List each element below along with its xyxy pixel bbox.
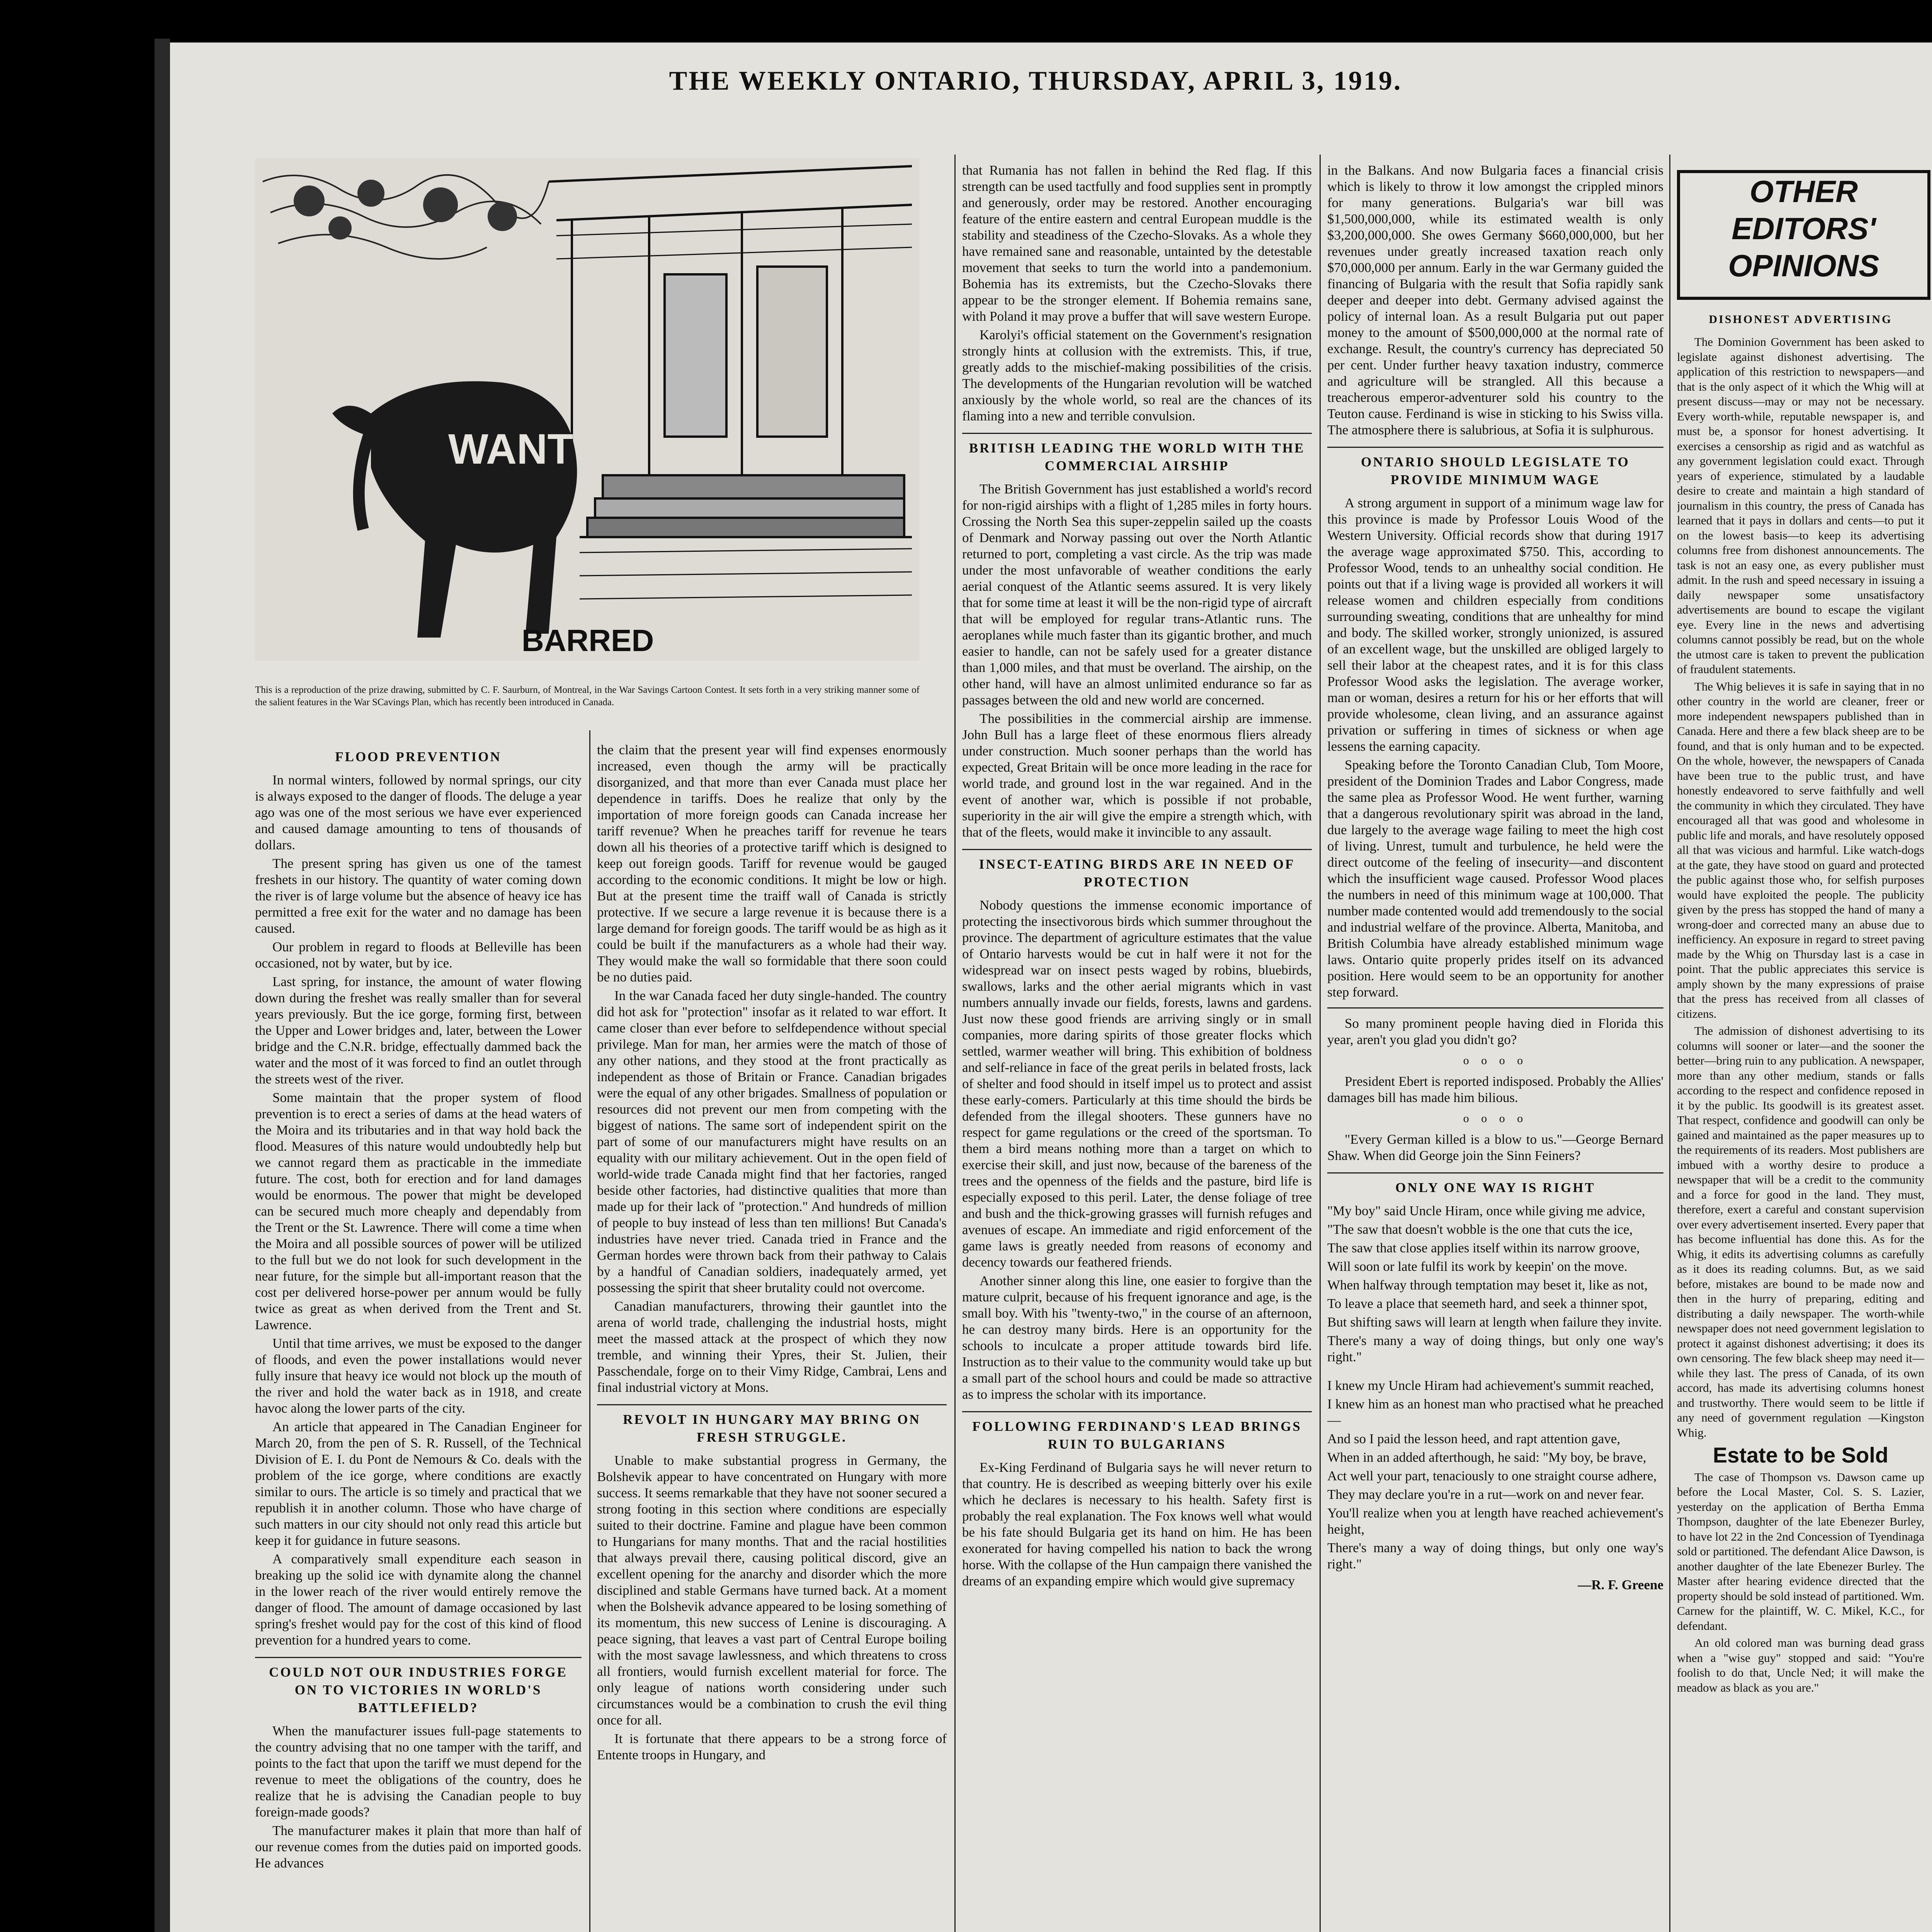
want-label: WANT — [448, 425, 573, 473]
headline-one-way: ONLY ONE WAY IS RIGHT — [1327, 1172, 1663, 1197]
paragraph: In normal winters, followed by normal springs, our city is always exposed to the danger of floods. The deluge a year ago was one of the most serious we have ever experienced and caused damage amounting to tens of thousands of dollars. — [255, 772, 582, 852]
cartoon-illustration — [255, 158, 920, 661]
paragraph: Until that time arrives, we must be exposed to the danger of floods, and even the power installations would never fully insure that heavy ice would not block up the mouth of the river and hold the water back as in 1918, and create havoc along the lower parts of the city. — [255, 1336, 582, 1416]
column-1 — [255, 734, 582, 1932]
column-rule — [954, 155, 956, 1932]
paragraph: The possibilities in the commercial airship are immense. John Bull has a large fleet of these enormous fliers already under construction. Much sooner perhaps than the world has expected, Great Britain will be once more leading in the race for world trade, and ground lost in the war regained. And in the event of another war, which is possible if not probable, superiority in the air will give the empire a strength which, with that of the fleets, would make it invincible to any assault. — [962, 711, 1312, 840]
cartoon-title: BARRED — [522, 623, 654, 658]
column-rule — [589, 730, 590, 1932]
paragraph: The British Government has just established a world's record for non-rigid airships with a flight of 1,285 miles in forty hours. Crossing the North Sea this super-zeppelin sailed up the coasts of Denmark and Norway passing out over the North Atlantic returned to port, completing a vast circle. As the trip was made under the most unfavorable of weather conditions the early aerial conquest of the Atlantic seems assured. It is very likely that for some time at least it will be the non-rigid type of aircraft that will be employed for regular trans-Atlantic runs. The aeroplanes while much faster than its gigantic brother, and much easier to handle, can not be safely used for a greater distance than 1,000 miles, and that must be overland. The airship, on the other hand, will have an almost unlimited endurance so far as passages between the old and new world are concerned. — [962, 481, 1312, 707]
headline-industries: COULD NOT OUR INDUSTRIES FORGE ON TO VICTORIES IN WORLD'S BATTLEFIELD? — [255, 1657, 582, 1717]
poem-line: There's many a way of doing things, but only one way's right." — [1327, 1540, 1663, 1571]
paragraph: in the Balkans. And now Bulgaria faces a financial crisis which is likely to throw it low amongst the crippled minors for many generations. Bulgaria's war bill was $1,500,000,000, while its estimated wealth is only $3,200,000,000. She owes Germany $660,000,000, but her revenues under greatly increased taxation reach only $70,000,000 per annum. Early in the war Germany guided the financing of Bulgaria with the result that Sofia rapidly sank deeper and deeper into debt. Germany advised against the policy of internal loan. As a result Bulgaria put out paper money to the amount of $500,000,000 at the normal rate of exchange. Result, the country's currency has depreciated 50 per cent. Under further heavy taxation industry, commerce and agriculture will be strangled. All this because a treacherous emperor-adventurer sold his country to the Teuton cause. Ferdinand is wise in sticking to his Swiss villa. The atmosphere there is salubrious, at Sofia it is sulphurous. — [1327, 163, 1663, 437]
paragraph: In the war Canada faced her duty single-handed. The country did hot ask for "protection" insofar as it related to war effort. It came closer than ever before to selfdependence without special privilege. Man for man, her armies were the match of those of any other nations, and they stood at the front practically as independent as those of Britain or France. Canadian brigades were the equal of any other brigades. Smallness of population or resources did not prevent our men from competing with the biggest of nations. The same sort of independent spirit on the part of some of our manufacturers might have results on an equality with our military achievement. Out in the open field of world-wide trade Canada might find that her factories, ranged beside other factories, had distinctive qualities that more than made up for their lack of "protection." And hundreds of million of people to buy instead of less than ten millions! But Canada's industries have never tried. Canada tried in France and the German hordes were thrown back from their pathway to Calais by a handful of Canadian soldiers, inadequately armed, yet possessing the spirit that sheer brutality could not overcome. — [597, 988, 947, 1295]
paragraph: Karolyi's official statement on the Government's resignation strongly hints at collusion with the extremists. This, if true, greatly adds to the mischief-making possibilities of the crisis. The developments of the Hungarian revolution will be watched anxiously by the whole world, so real are the chances of its flaming into a new and terrible convulsion. — [962, 327, 1312, 423]
paragraph: the claim that the present year will find expenses enormously increased, even though the army will be practically disorganized, and that more than ever Canada must place her dependence in tariffs. Does he realize that only by the importation of more foreign goods can Canada increase her tariff revenue? When he preaches tariff for revenue he tears down all his theories of a protective tariff which is designed to keep out foreign goods. Tariff for revenue would be gauged according to the economic conditions. It might be low or high. But at the present time the traiff wall of Canada is strictly protective. If we secure a large revenue it is because there is a large demand for foreign goods. The tariff would be as high as it could be built if the manufacturers as a whole had their way. They would make the wall so formidable that there soon could be no duties paid. — [597, 742, 947, 985]
poem-line: There's many a way of doing things, but only one way's right." — [1327, 1333, 1663, 1364]
other-editors-opinions-box — [1677, 170, 1930, 300]
paragraph: Our problem in regard to floods at Belleville has been occasioned, not by water, but by ice. — [255, 939, 582, 971]
poem-line: But shifting saws will learn at length when failure they invite. — [1327, 1315, 1662, 1330]
paragraph: An old colored man was burning dead grass when a "wise guy" stopped and said: "You're foolish to do that, Uncle Ned; it will make the meadow as black as you are." — [1677, 1636, 1924, 1694]
poem-line: "The saw that doesn't wobble is the one that cuts the ice, — [1327, 1222, 1633, 1237]
box-line: OPINIONS — [1728, 248, 1879, 283]
poem-line: Act well your part, tenaciously to one straight course adhere, — [1327, 1468, 1657, 1483]
column-4 — [1327, 162, 1663, 1932]
separator-dots: o o o o — [1463, 1054, 1528, 1067]
paragraph: President Ebert is reported indisposed. Probably the Allies' damages bill has made him bilious. — [1327, 1074, 1663, 1105]
paragraph: A comparatively small expenditure each season in breaking up the solid ice with dynamite along the channel in the lower reach of the river would entirely remove the danger of flood. The amount of damage occasioned by last spring's freshet would pay for the cost of this kind of flood prevention for a hundred years to come. — [255, 1551, 582, 1648]
separator-dots: o o o o — [1463, 1112, 1528, 1125]
column-5 — [1677, 305, 1924, 1932]
headline-dishonest-advertising: DISHONEST ADVERTISING — [1709, 313, 1893, 326]
box-line: EDITORS' — [1731, 211, 1876, 246]
poem-line: "My boy" said Uncle Hiram, once while giving me advice, — [1327, 1203, 1645, 1218]
paragraph: Last spring, for instance, the amount of water flowing down during the freshet was really smaller than for several years previously. But the ice gorge, forming first, between the Upper and Lower bridges and, later, between the Lower bridge and the C.N.R. bridge, effectually dammed back the water and the most of it was forced to find an outlet through the streets west of the river. — [255, 974, 582, 1087]
paragraph: The present spring has given us one of the tamest freshets in our history. The quantity of water coming down the river is of large volume but the absence of heavy ice has permitted a free exit for the water and no damage has been caused. — [255, 856, 582, 936]
poem-line: I knew my Uncle Hiram had achievement's summit reached, — [1327, 1378, 1654, 1393]
paragraph: Another sinner along this line, one easier to forgive than the mature culprit, because of his frequent ignorance and age, is the small boy. With his "twenty-two," in the course of an afternoon, he can destroy many birds. Here is an opportunity for the schools to inculcate a proper attitude towards bird life. Instruction as to their value to the community would take up but a small part of the school hours and could be made so attractive as to impress the scholar with its importance. — [962, 1273, 1312, 1402]
paragraph: Unable to make substantial progress in Germany, the Bolshevik appear to have concentrated on Hungary with more success. It seems remarkable that they have not sooner secured a strong footing in this section where conditions are especially suited to their doctrine. Famine and plague have been common to Hungarians for many months. That and the racial hostilities that always prevail there, causing political discord, give an excellent opening for the anarchy and disorder which the more disciplined and stable Germans have turned back. At a moment when the Bolshevik advance appeared to be losing something of its momentum, this new success of Lenine is discouraging. A peace signing, that leaves a vast part of Central Europe boiling with the most savage lawlessness, and which threatens to cross all frontiers, would furnish excellent material for force. The only league of nations worth considering under such circumstances would be a combination to crush the evil thing once for all. — [597, 1453, 947, 1728]
poem-line: To leave a place that seemeth hard, and seek a thinner spot, — [1327, 1296, 1648, 1311]
poem-line: They may declare you're in a rut—work on and never fear. — [1327, 1487, 1644, 1502]
headline-ferdinand: FOLLOWING FERDINAND'S LEAD BRINGS RUIN TO BULGARIANS — [962, 1411, 1312, 1453]
poem-line: When in an added afterthough, he said: "My boy, be brave, — [1327, 1450, 1646, 1465]
paragraph: Ex-King Ferdinand of Bulgaria says he will never return to that country. He is described as weeping bitterly over his exile which he declares is necessary to his health. Safety first is probably the real explanation. The Fox knows well what would be his fate should Bulgaria get its hand on him. He has been exonerated for having compelled his nation to back the wrong horse. With the collapse of the Hun campaign there vanished the dreams of an expanding empire which would give supremacy — [962, 1460, 1312, 1588]
poem-line: I knew him as an honest man who practised what he preached— — [1327, 1396, 1663, 1428]
poem-signature: —R. F. Greene — [1578, 1577, 1663, 1592]
paragraph: Speaking before the Toronto Canadian Club, Tom Moore, president of the Dominion Trades and Labor Congress, made the same plea as Professor Wood. He went further, warning that a dangerous revolutionary spirit was abroad in the land, due largely to the average wage failing to meet the high cost of living. Unrest, tumult and turbulence, he held were the direct outcome of the feeling of insecurity—and discontent which the insufficient wage caused. Professor Wood places the numbers in need of this minimum wage at 100,000. That number made contented would add tremendously to the social and industrial welfare of the province. Alberta, Manitoba, and British Columbia have already established minimum wage laws. Ontario quite properly prides itself on its advanced position. Here would seem to be an opportunity for another step forward. — [1327, 757, 1663, 1000]
headline-airship: BRITISH LEADING THE WORLD WITH THE COMMERCIAL AIRSHIP — [962, 433, 1312, 475]
paragraph: "Every German killed is a blow to us."—George Bernard Shaw. When did George join the Sinn Feiners? — [1327, 1132, 1663, 1163]
headline-minimum-wage: ONTARIO SHOULD LEGISLATE TO PROVIDE MINIMUM WAGE — [1327, 447, 1663, 489]
paragraph: When the manufacturer issues full-page statements to the country advising that no one tamper with the tariff, and points to the fact that upon the tariff we must depend for the revenue to meet the obligations of the country, does he realize that he is advising the Canadian people to buy foreign-made goods? — [255, 1723, 582, 1820]
paragraph: The manufacturer makes it plain that more than half of our revenue comes from the duties paid on imported goods. He advances — [255, 1823, 582, 1871]
poem — [1327, 1203, 1663, 1572]
headline-flood-prevention: FLOOD PREVENTION — [335, 749, 502, 764]
poem-line: And so I paid the lesson heed, and rapt attention gave, — [1327, 1431, 1621, 1446]
paragraph: The Dominion Government has been asked to legislate against dishonest advertising. The application of this restriction to newspapers—and that is the only aspect of it which the Whig will at present discuss—may or may not be necessary. Every worth-while, reputable newspaper is, and must be, a sponsor for honest advertising. It exercises a censorship as rigid and as watchful as any government legislation could exact. Through years of experience, stimulated by a laudable desire to create and maintain a high standard of journalism in this country, the press of Canada has learned that it pays in dollars and cents—to put it on the lowest basis—to keep its advertising columns free from dishonest announcements. The task is not an easy one, as every publisher must admit. In the rush and speed necessary in issuing a daily newspaper some unsatisfactory advertisements are bound to escape the vigilant eye. Every line in the news and advertising columns cannot possibly be read, but on the whole the utmost care is taken to prevent the publication of fraudulent statements. — [1677, 335, 1924, 676]
paragraph: The Whig believes it is safe in saying that in no other country in the world are cleaner, freer or more independent newspapers published than in Canada. Here and there a few black sheep are to be found, and that is only human and to be expected. On the whole, however, the newspapers of Canada have been true to the public trust, and have honestly endeavored to serve faithfully and well the community in which they circulated. They have encouraged all that was good and wholesome in public life and morals, and have resolutely opposed all that was vicious and harmful. Like watch-dogs at the gate, they have stood on guard and protected the public against those who, for selfish purposes would have exploited the people. The publicity given by the press has stopped the hand of many a wrong-doer and corrected many an abuse due to inefficiency. An exposure in regard to street paving made by the Whig on Thursday last is a case in point. That the public appreciates this service is amply shown by the many expressions of praise that the press has received from all classes of citizens. — [1677, 679, 1924, 1020]
paragraph: An article that appeared in The Canadian Engineer for March 20, from the pen of S. R. Russell, of the Technical Division of E. I. du Pont de Nemours & Co. deals with the problem of the ice gorge, where conditions are exactly similar to ours. The article is so timely and practical that we republish it in another column. Those who have charge of such matters in our city should not only read this article but keep it for guidance in future seasons. — [255, 1419, 582, 1548]
headline-hungary: REVOLT IN HUNGARY MAY BRING ON FRESH STRUGGLE. — [597, 1404, 947, 1446]
cartoon-drawing — [255, 158, 920, 661]
paragraph: Some maintain that the proper system of flood prevention is to erect a series of dams at the head waters of the Moira and its tributaries and in that way hold back the flood. Measures of this nature would undoubtedly help but we cannot regard them as practicable in the immediate future. The cost, both for erection and for land damages would be enormous. The power that might be developed can be secured much more cheaply and dependably from the Trent or the St. Lawrence. There will come a time when the Moira and all possible sources of power will be utilized to the full but we do not look for such development in the near future, for the simple but all-important reason that the cost per delivered horse-power per annum would be fully twice as great as when derived from the Trent and St. Lawrence. — [255, 1090, 582, 1332]
poem-line: Will soon or late fulfil its work by keepin' on the move. — [1327, 1259, 1628, 1274]
paragraph: Canadian manufacturers, throwing their gauntlet into the arena of world trade, challenging the industrial hosts, might meet the massed attack at the prospect of which they now tremble, and winning their Ypres, their St. Julien, their Passchendale, forge on to their Vimy Ridge, Cambrai, Lens and final industrial victory at Mons. — [597, 1299, 947, 1395]
masthead: THE WEEKLY ONTARIO, THURSDAY, APRIL 3, 1919. — [669, 66, 1402, 96]
headline-birds: INSECT-EATING BIRDS ARE IN NEED OF PROTECTION — [962, 849, 1312, 891]
paragraph: A strong argument in support of a minimum wage law for this province is made by Professor Louis Wood of the Western University. Official records show that during 1917 the average wage approximated $750. This, according to Professor Wood, tends to an unhealthy social condition. He points out that if a living wage is provided all workers it will release women and children especially from conditions surrounding sweating, conditions that are unhealthy for mind and body. The skilled worker, strongly unionized, is assured of an excellent wage, but the unskilled are obliged largely to sell their labor at the cheapest rates, and it is for this class Professor Wood asks the legislation. The average worker, man or woman, desires a return for his or her efforts that will provide wholesome, clean living, and an assurance against privation or suffering in times of sickness or when age lessens the earning capacity. — [1327, 495, 1663, 754]
paragraph: that Rumania has not fallen in behind the Red flag. If this strength can be used tactfully and food supplies sent in promptly and generously, order may be restored. Another encouraging feature of the entire eastern and central European muddle is the stability and steadiness of the Czecho-Slovaks. As a whole they have remained sane and reasonable, untainted by the detestable movement that seeks to turn the world into a pandemonium. Bohemia has its extremists, but the Czecho-Slovaks there appear to be the stronger element. If Bohemia remains sane, with Poland it may prove a buffer that will save western Europe. — [962, 163, 1312, 324]
paragraph: The case of Thompson vs. Dawson came up before the Local Master, Col. S. S. Lazier, yesterday on the application of Bertha Emma Thompson, daughter of the late Ebenezer Burley, to have lot 22 in the 2nd Concession of Tyendinaga sold or partitioned. The defendant Alice Dawson, is another daughter of the late Ebenezer Burley. The Master after hearing evidence directed that the property should be sold instead of partitioned. Wm. Carnew for the plaintiff, W. C. Mikel, K.C., for defendant. — [1677, 1470, 1924, 1633]
poem-line: The saw that close applies itself within its narrow groove, — [1327, 1240, 1640, 1255]
cartoon-caption: This is a reproduction of the prize drawing, submitted by C. F. Saurburn, of Montreal, in the War Savings Cartoon Contest. It sets forth in a very striking manner some of the salient features in the War SCavings Plan, which has recently been introduced in Canada. — [255, 685, 920, 707]
paragraph: It is fortunate that there appears to be a strong force of Entente troops in Hungary, and — [597, 1731, 947, 1762]
poem-line: You'll realize when you at length have reached achievement's height, — [1327, 1505, 1663, 1537]
page-spine — [155, 39, 170, 1932]
column-3 — [962, 162, 1312, 1932]
column-2 — [597, 742, 947, 1932]
column-rule — [1669, 155, 1670, 1932]
paragraph: Nobody questions the immense economic importance of protecting the insectivorous birds which summer throughout the province. The department of agriculture estimates that the value of Ontario harvests would be cut in half were it not for the widespread war on insect pests waged by robins, bluebirds, swallows, larks and the other aerial migrants which in vast numbers annually invade our fields, forests, lawns and gardens. Just now these good friends are arriving singly or in small companies, more daring spirits of those greater flocks which settled, warmer weather will bring. This exhibition of boldness and self-reliance in face of the great perils in belated frosts, lack of shelter and food should in itself impel us to protect and assist these early-comers. Particularly at this time should the birds be defended from the illegal shooters. These gunners have no respect for game regulations or the creed of the sportsman. To them a bird means nothing more than a target on which to exercise their skill, and just now, because of the bareness of the trees and the openness of the fields and the pasture, bird life is especially exposed to this peril. Later, the dense foliage of tree and bush and the thick-growing grasses will furnish refuges and avenues of escape. An immediate and rigid enforcement of the game laws is greatly needed from reasons of economy and decency towards our feathered friends. — [962, 898, 1312, 1270]
headline-estate: Estate to be Sold — [1713, 1443, 1889, 1467]
paragraph: So many prominent people having died in Florida this year, aren't you glad you didn't go? — [1327, 1016, 1663, 1047]
paragraph: The admission of dishonest advertising to its columns will sooner or later—and the sooner the better—bring ruin to any publication. A newspaper, more than any other medium, stands or falls according to the respect and confidence reposed in it by the public. Its goodwill is its greatest asset. That respect, confidence and goodwill can only be gained and maintained as the paper measures up to the requirements of its readers. Most publishers are imbued with a worthy desire to produce a newspaper that will be a credit to the community and a force for good in the land. They must, therefore, exert a careful and constant supervision over every advertisement inserted. Every paper that has become influential has done this. As for the Whig, it edits its advertising columns as carefully as it does its reading columns. But, as we said before, mistakes are bound to be made now and then in the hurry of preparing, editing and distributing a daily newspaper. The worth-while newspaper does not need government legislation to protect it against dishonest advertising; it does its own censoring. The few black sheep may need it—while they last. The press of Canada, of its own accord, has made its advertising columns honest and trustworthy. There would seem to be little if any need of government regulation —Kingston Whig. — [1677, 1024, 1924, 1439]
box-line: OTHER — [1750, 174, 1858, 209]
poem-line: When halfway through temptation may beset it, like as not, — [1327, 1277, 1648, 1293]
column-rule — [1320, 155, 1321, 1932]
